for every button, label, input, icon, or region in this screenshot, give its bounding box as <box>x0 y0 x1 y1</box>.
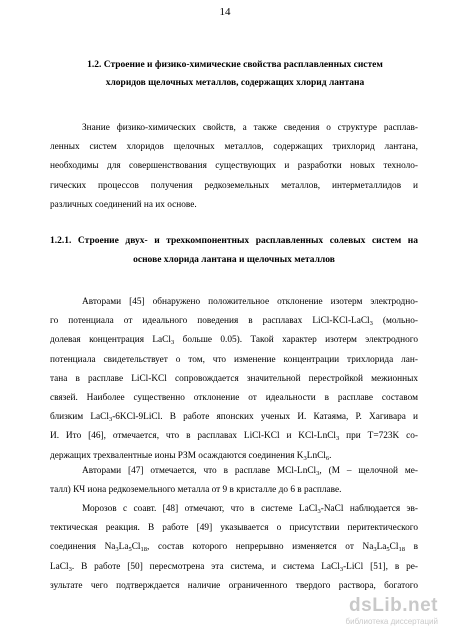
intro-line: различных соединений на их основе. <box>50 199 197 210</box>
text-line: держащих трехвалентные ионы РЗМ осаждаются соединения $K_3LnCl_6$. <box>50 450 332 462</box>
watermark <box>320 595 438 629</box>
text-line: тана в расплаве LiCl-KCl сопровождается значительной перестройкой межионных <box>50 373 418 384</box>
text-line: потенциала свидетельствует о том, что изменение концентрации трихлорида лан- <box>50 354 418 365</box>
intro-line: гических процессов получения редкоземельных металлов, интерметаллидов и <box>50 180 418 191</box>
section-title-line-1: 1.2. Строение и физико-химические свойства расплавленных систем <box>87 60 383 70</box>
watermark-tagline: библиотека диссертаций <box>345 617 438 626</box>
subsection-title-line-1: 1.2.1. Строение двух- и трехкомпонентных расплавленных солевых систем на <box>50 236 418 246</box>
section-title <box>70 56 400 92</box>
text-line: талл) КЧ иона редкоземельного металла от 9 в кристалле до 6 в расплаве. <box>50 485 342 496</box>
text-line: долевая концентрация LaCl$_3$ больше 0.05). Такой характер изотерм электродного <box>50 335 418 347</box>
section-title-line-2: хлоридов щелочных металлов, содержащих хлорид лантана <box>105 78 365 88</box>
text-line: го потенциала от идеального поведения в расплавах LiCl-KCl-LaCl$_3$ (мольно- <box>50 316 418 328</box>
text-line: соединения $Na_3La_5Cl_{18}$, состав которого непрерывно изменяется от $Na_3La_5Cl_{18}$ в <box>50 542 418 554</box>
paragraph-4 <box>50 500 418 596</box>
paragraph-3 <box>50 462 418 500</box>
text-line: И. Ито [46], отмечается, что в расплавах LiCl-KCl и KCl-LnCl$_3$ при T=723K со- <box>50 431 418 443</box>
text-line: близким LaCl$_3$-6KCl-9LiCl. В работе японских ученых И. Катаяма, Р. Хагивара и <box>50 412 418 424</box>
text-line: зультате чего подтверждается наличие ограниченного твердого раствора, богатого <box>50 580 418 591</box>
text-line: LaCl$_3$. В работе [50] пересмотрена эта система, и система LaCl$_3$-LiCl [51], в ре- <box>50 561 418 573</box>
text-line: Авторами [47] отмечается, что в расплаве MCl-LnCl$_3$, (M – щелочной ме- <box>82 466 418 477</box>
text-line: Морозов с соавт. [48] отмечают, что в системе LaCl$_3$-NaCl наблюдается эв- <box>82 504 418 515</box>
intro-line: ленных систем хлоридов щелочных металлов, содержащих трихлорид лантана, <box>50 142 418 153</box>
subsection-title <box>50 232 418 270</box>
watermark-logo: dsLib.net <box>349 595 438 616</box>
paragraph-2 <box>50 293 418 466</box>
text-line: связей. Наиболее существенно отклонение от идеальности в расплаве составом <box>50 392 418 403</box>
intro-line: необходимы для совершенствования существующих и разработки новых техноло- <box>50 161 418 172</box>
text-line: Авторами [45] обнаружено положительное отклонение изотерм электродно- <box>82 297 418 307</box>
intro-line: Знание физико-химических свойств, а также сведения о структуре расплав- <box>82 123 418 133</box>
subsection-title-line-2: основе хлорида лантана и щелочных металлов <box>133 255 335 265</box>
text-line: тектическая реакция. В работе [49] указывается о присутствии перитектического <box>50 523 418 534</box>
page-number: 14 <box>219 6 231 18</box>
intro-paragraph <box>50 119 418 215</box>
